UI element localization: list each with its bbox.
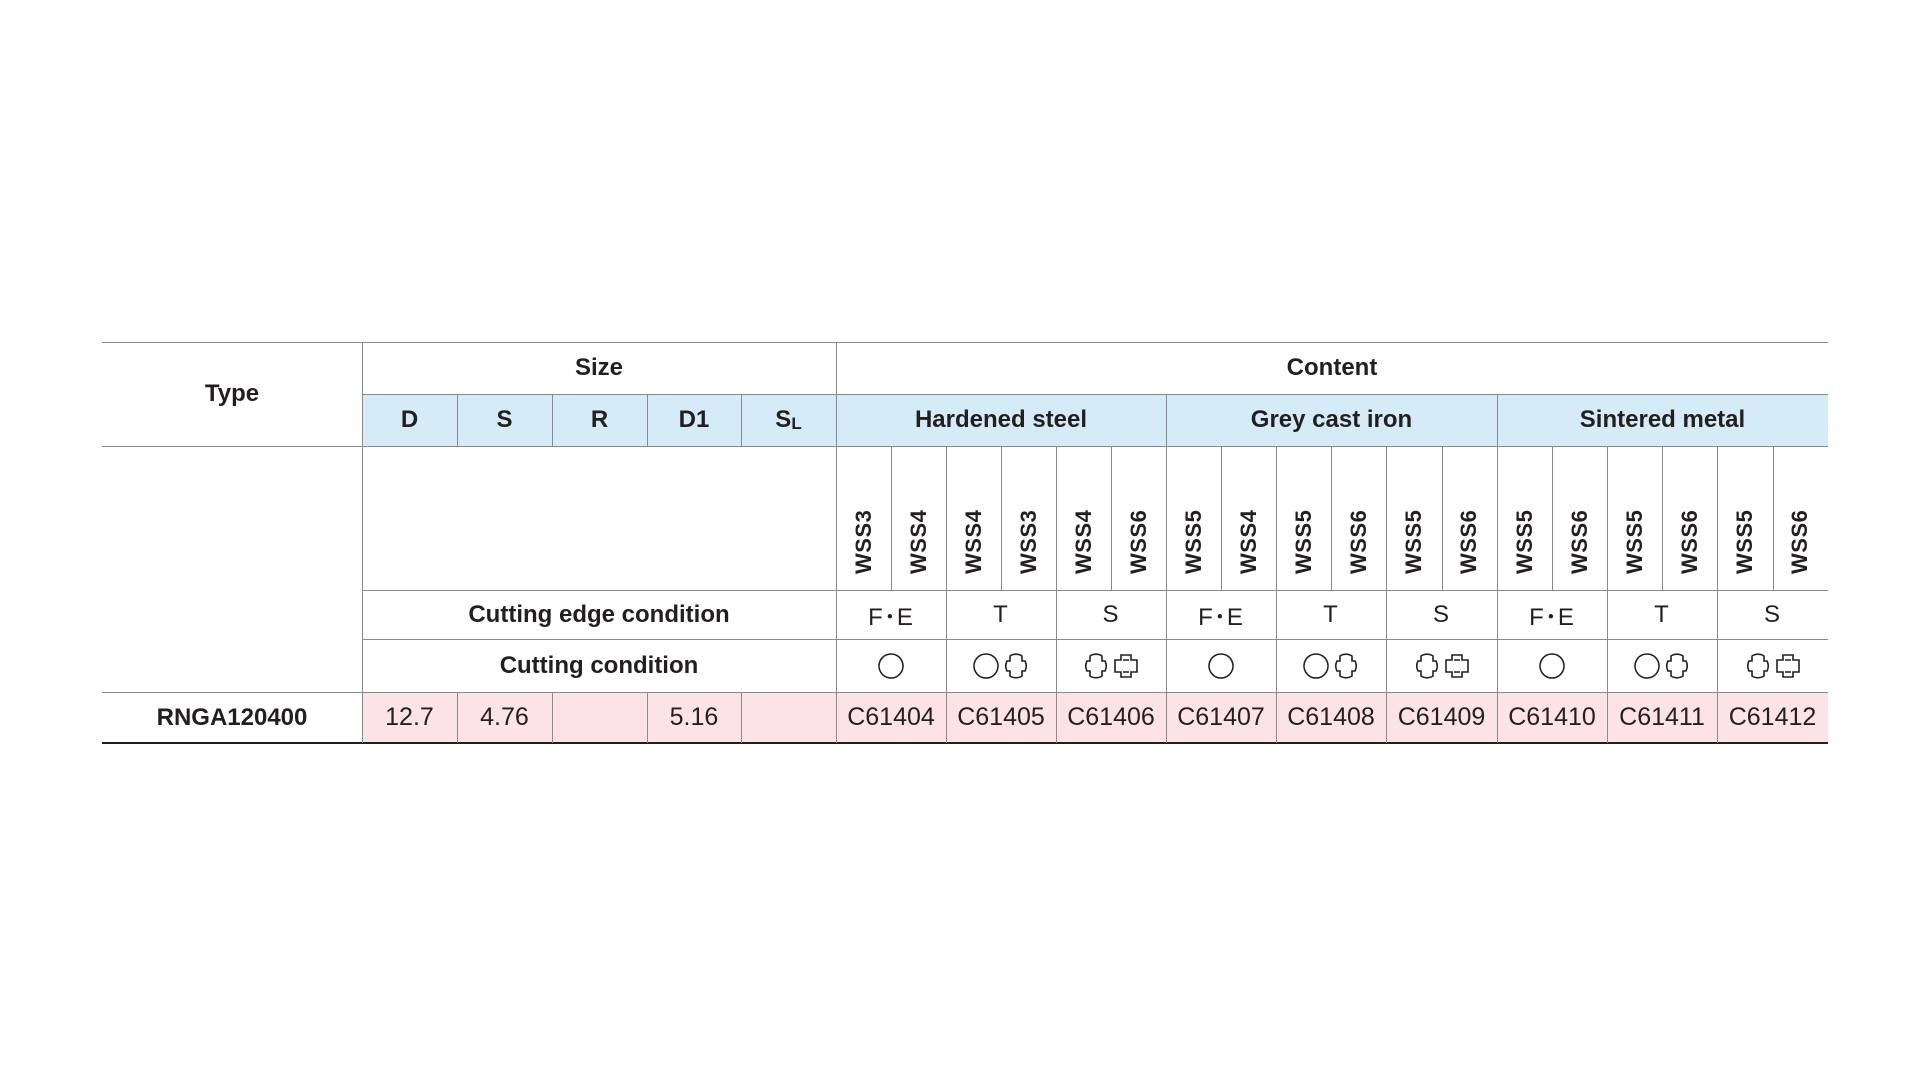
- cutting-edge-value: F･E: [1529, 604, 1575, 631]
- size-col-d: D: [400, 406, 419, 433]
- size-header: Size: [574, 354, 624, 381]
- grid-line: [1662, 446, 1663, 590]
- light-interrupted-cut-icon: [1002, 652, 1030, 680]
- size-col-s: S: [496, 406, 513, 433]
- cutting-condition-icons: [1717, 639, 1828, 692]
- light-interrupted-cut-icon: [1663, 652, 1691, 680]
- grid-line: [1773, 446, 1774, 590]
- row-d1: 5.16: [669, 703, 719, 731]
- grid-line: [1001, 446, 1002, 590]
- grid-line: [102, 446, 1828, 447]
- continuous-cut-icon: [1207, 652, 1235, 680]
- grade-label: WSS5: [1621, 509, 1647, 574]
- grid-line: [647, 394, 648, 446]
- cutting-condition-icons: [1276, 639, 1386, 692]
- grid-line: [741, 692, 742, 743]
- grid-line: [836, 342, 837, 743]
- grade-label: WSS5: [1400, 509, 1426, 574]
- heavy-interrupted-cut-icon: [1112, 652, 1140, 680]
- grade-label: WSS6: [1787, 509, 1813, 574]
- order-code: C61412: [1728, 703, 1817, 731]
- grid-line: [1442, 446, 1443, 590]
- continuous-cut-icon: [1302, 652, 1330, 680]
- row-d: 12.7: [385, 703, 434, 731]
- row-r: [552, 692, 647, 743]
- cutting-edge-value: T: [993, 600, 1009, 628]
- light-interrupted-cut-icon: [1332, 652, 1360, 680]
- cutting-condition-label: Cutting condition: [499, 651, 699, 679]
- cutting-condition-icons: [1056, 639, 1166, 692]
- grade-label: WSS6: [1125, 509, 1151, 574]
- order-code: C61411: [1619, 703, 1705, 731]
- cutting-edge-value: T: [1654, 600, 1670, 628]
- grid-line: [362, 639, 1828, 640]
- order-code: C61408: [1287, 703, 1375, 731]
- row-s: 4.76: [480, 703, 529, 731]
- cutting-condition-icons: [1386, 639, 1497, 692]
- grid-line: [891, 446, 892, 590]
- grid-line: [1386, 446, 1387, 743]
- grid-line: [647, 692, 648, 743]
- grid-line: [362, 394, 1828, 395]
- grid-line: [457, 394, 458, 446]
- continuous-cut-icon: [1633, 652, 1661, 680]
- grade-label: WSS4: [905, 509, 931, 574]
- order-code: C61404: [847, 703, 935, 731]
- cutting-condition-icons: [946, 639, 1056, 692]
- grid-line: [362, 342, 363, 743]
- grade-label: WSS3: [1015, 509, 1041, 574]
- cutting-edge-value: F･E: [868, 604, 914, 631]
- row-sl: [741, 692, 836, 743]
- grid-line: [741, 394, 742, 446]
- grid-line: [1331, 446, 1332, 590]
- size-col-sl: [741, 394, 836, 446]
- grid-line: [1607, 446, 1608, 743]
- order-code: C61405: [957, 703, 1045, 731]
- grid-line: [1552, 446, 1553, 590]
- grade-label: WSS5: [1180, 509, 1206, 574]
- light-interrupted-cut-icon: [1744, 652, 1772, 680]
- grade-label: WSS4: [1235, 509, 1261, 574]
- grade-label: WSS3: [850, 509, 876, 574]
- grid-line: [1111, 446, 1112, 590]
- grid-line: [1497, 394, 1498, 743]
- grid-line: [1166, 394, 1167, 743]
- cutting-condition-icons: [1166, 639, 1276, 692]
- cutting-edge-value: F･E: [1198, 604, 1244, 631]
- order-code: C61410: [1508, 703, 1596, 731]
- grid-line: [1056, 446, 1057, 743]
- size-col-d1: D1: [678, 406, 710, 433]
- grade-label: WSS5: [1731, 509, 1757, 574]
- size-col-sl-main: S: [775, 406, 792, 433]
- grid-line: [552, 692, 553, 743]
- cutting-edge-value: S: [1102, 600, 1120, 628]
- grade-label: WSS4: [960, 509, 986, 574]
- grid-line: [1717, 446, 1718, 743]
- cutting-edge-value: T: [1323, 600, 1339, 628]
- light-interrupted-cut-icon: [1413, 652, 1441, 680]
- continuous-cut-icon: [1538, 652, 1566, 680]
- order-code: C61406: [1067, 703, 1155, 731]
- continuous-cut-icon: [972, 652, 1000, 680]
- cutting-condition-icons: [1607, 639, 1717, 692]
- table-top-border: [102, 342, 1828, 343]
- row-type: RNGA120400: [156, 703, 308, 731]
- grade-label: WSS4: [1070, 509, 1096, 574]
- material-sintered-metal: Sintered metal: [1579, 406, 1746, 433]
- cutting-condition-icons: [836, 639, 946, 692]
- material-grey-cast-iron: Grey cast iron: [1250, 406, 1413, 433]
- continuous-cut-icon: [877, 652, 905, 680]
- type-header: Type: [204, 380, 260, 407]
- grade-label: WSS6: [1566, 509, 1592, 574]
- size-col-r: R: [590, 406, 609, 433]
- grid-line: [946, 446, 947, 743]
- order-code: C61409: [1397, 703, 1486, 731]
- size-col-sl-subscript: L: [791, 414, 802, 433]
- cutting-edge-value: S: [1432, 600, 1450, 628]
- heavy-interrupted-cut-icon: [1774, 652, 1802, 680]
- grid-line: [552, 394, 553, 446]
- content-header: Content: [1286, 354, 1378, 381]
- material-hardened-steel: Hardened steel: [914, 406, 1088, 433]
- grid-line: [102, 692, 1828, 693]
- heavy-interrupted-cut-icon: [1443, 652, 1471, 680]
- grade-label: WSS5: [1290, 509, 1316, 574]
- grade-label: WSS6: [1345, 509, 1371, 574]
- grid-line: [1221, 446, 1222, 590]
- grade-label: WSS6: [1456, 509, 1482, 574]
- grid-line: [457, 692, 458, 743]
- cutting-edge-label: Cutting edge condition: [468, 600, 730, 628]
- grid-line: [362, 590, 1828, 591]
- grade-label: WSS6: [1676, 509, 1702, 574]
- cutting-edge-value: S: [1763, 600, 1781, 628]
- cutting-condition-icons: [1497, 639, 1607, 692]
- order-code: C61407: [1177, 703, 1265, 731]
- light-interrupted-cut-icon: [1082, 652, 1110, 680]
- grid-line: [1276, 446, 1277, 743]
- grade-label: WSS5: [1511, 509, 1537, 574]
- table-bottom-border: [102, 742, 1828, 744]
